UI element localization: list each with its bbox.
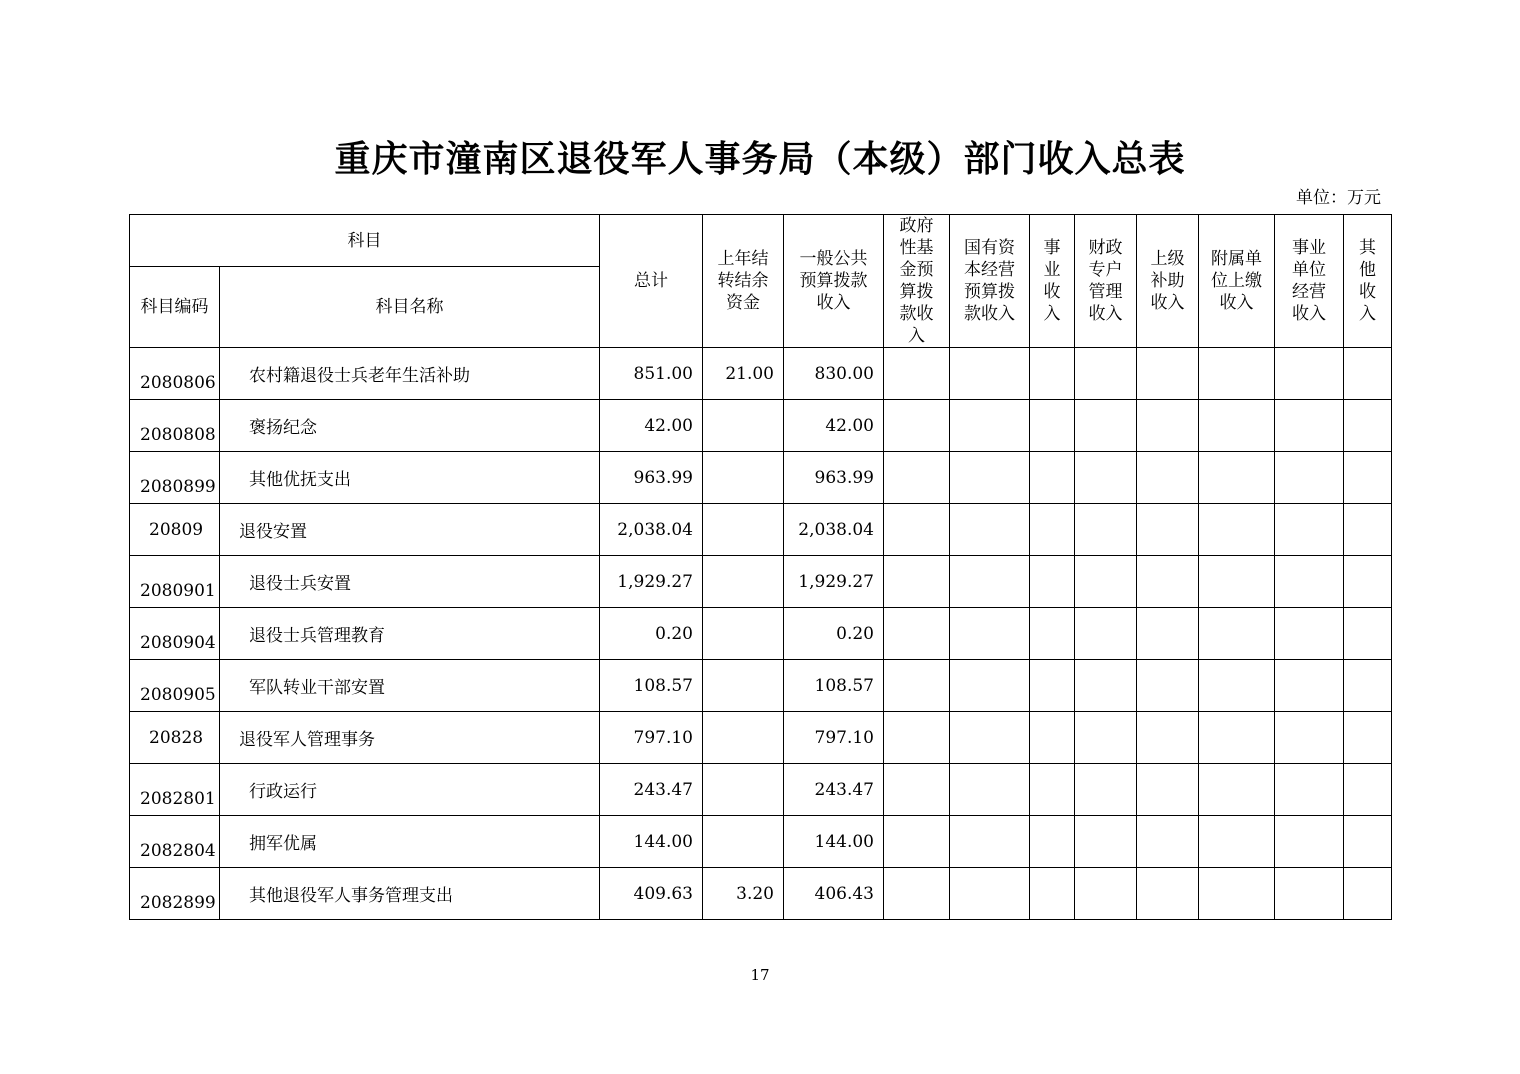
cell-total: 0.20 [600,608,703,660]
page-number: 17 [750,966,770,984]
cell-other-income [1344,452,1392,504]
cell-fiscal-special [1075,556,1137,608]
cell-general-budget: 42.00 [784,400,884,452]
header-general-budget [784,215,884,348]
header-gov-fund-text: 政府 性基 金预 算拨 款收 入 [899,216,934,346]
cell-unit-operation [1275,816,1344,868]
cell-total: 963.99 [600,452,703,504]
cell-business-income [1030,764,1075,816]
cell-other-income [1344,608,1392,660]
cell-subject-name: 军队转业干部安置 [220,660,600,712]
header-subject: 科目 [130,215,600,267]
cell-unit-operation [1275,348,1344,400]
cell-business-income [1030,660,1075,712]
cell-state-capital [950,348,1030,400]
header-subject-name: 科目名称 [220,267,600,348]
cell-subject-code: 20828 [130,712,220,764]
cell-carryover [703,504,784,556]
cell-carryover [703,764,784,816]
cell-subject-name: 退役军人管理事务 [220,712,600,764]
cell-fiscal-special [1075,868,1137,920]
cell-business-income [1030,452,1075,504]
cell-carryover [703,660,784,712]
cell-fiscal-special [1075,504,1137,556]
cell-total: 243.47 [600,764,703,816]
cell-fiscal-special [1075,764,1137,816]
cell-gov-fund [884,764,950,816]
cell-gov-fund [884,608,950,660]
cell-general-budget: 144.00 [784,816,884,868]
cell-unit-operation [1275,764,1344,816]
cell-state-capital [950,608,1030,660]
cell-gov-fund [884,504,950,556]
cell-business-income [1030,556,1075,608]
cell-unit-operation [1275,400,1344,452]
cell-total: 1,929.27 [600,556,703,608]
cell-superior-subsidy [1137,868,1199,920]
cell-carryover: 3.20 [703,868,784,920]
cell-superior-subsidy [1137,556,1199,608]
cell-general-budget: 830.00 [784,348,884,400]
cell-business-income [1030,608,1075,660]
cell-state-capital [950,712,1030,764]
cell-subject-name: 退役士兵管理教育 [220,608,600,660]
cell-superior-subsidy [1137,504,1199,556]
cell-gov-fund [884,348,950,400]
cell-unit-operation [1275,868,1344,920]
header-gov-fund [884,215,950,348]
cell-carryover [703,608,784,660]
cell-other-income [1344,556,1392,608]
cell-unit-operation [1275,504,1344,556]
cell-subject-code: 2082899 [130,868,220,920]
table-row [130,764,1392,816]
cell-gov-fund [884,660,950,712]
page-title: 重庆市潼南区退役军人事务局（本级）部门收入总表 [334,138,1186,180]
cell-affiliated-remit [1199,504,1275,556]
cell-carryover [703,816,784,868]
cell-unit-operation [1275,660,1344,712]
table-row [130,816,1392,868]
header-state-capital-text: 国有资 本经营 预算拨 款收入 [964,238,1015,324]
cell-subject-code: 2080905 [130,660,220,712]
cell-affiliated-remit [1199,400,1275,452]
cell-gov-fund [884,556,950,608]
header-affiliated-remit-text: 附属单 位上缴 收入 [1211,249,1262,313]
cell-fiscal-special [1075,816,1137,868]
cell-subject-code: 2080901 [130,556,220,608]
cell-business-income [1030,712,1075,764]
header-superior-subsidy [1137,215,1199,348]
cell-affiliated-remit [1199,452,1275,504]
cell-unit-operation [1275,452,1344,504]
cell-superior-subsidy [1137,452,1199,504]
cell-carryover [703,556,784,608]
cell-state-capital [950,400,1030,452]
income-summary-table [129,214,1392,920]
cell-subject-code: 20809 [130,504,220,556]
cell-subject-name: 拥军优属 [220,816,600,868]
cell-subject-name: 其他优抚支出 [220,452,600,504]
cell-subject-name: 农村籍退役士兵老年生活补助 [220,348,600,400]
cell-total: 2,038.04 [600,504,703,556]
cell-subject-code: 2080808 [130,400,220,452]
cell-total: 42.00 [600,400,703,452]
table-row [130,556,1392,608]
header-total: 总计 [600,215,703,348]
table-row [130,348,1392,400]
cell-state-capital [950,764,1030,816]
header-other-income [1344,215,1392,348]
cell-business-income [1030,868,1075,920]
cell-subject-code: 2080899 [130,452,220,504]
cell-other-income [1344,400,1392,452]
cell-state-capital [950,660,1030,712]
cell-affiliated-remit [1199,660,1275,712]
cell-gov-fund [884,816,950,868]
cell-subject-name: 褒扬纪念 [220,400,600,452]
cell-other-income [1344,660,1392,712]
cell-unit-operation [1275,712,1344,764]
cell-superior-subsidy [1137,660,1199,712]
cell-general-budget: 0.20 [784,608,884,660]
cell-subject-code: 2082804 [130,816,220,868]
cell-gov-fund [884,452,950,504]
cell-subject-code: 2080806 [130,348,220,400]
cell-unit-operation [1275,608,1344,660]
cell-total: 144.00 [600,816,703,868]
cell-total: 108.57 [600,660,703,712]
cell-general-budget: 2,038.04 [784,504,884,556]
cell-unit-operation [1275,556,1344,608]
cell-total: 851.00 [600,348,703,400]
table-row [130,712,1392,764]
cell-affiliated-remit [1199,764,1275,816]
cell-superior-subsidy [1137,816,1199,868]
cell-gov-fund [884,712,950,764]
cell-state-capital [950,816,1030,868]
header-carryover [703,215,784,348]
cell-business-income [1030,400,1075,452]
cell-general-budget: 108.57 [784,660,884,712]
header-carryover-text: 上年结 转结余 资金 [717,249,769,313]
cell-subject-code: 2082801 [130,764,220,816]
table-row [130,868,1392,920]
cell-carryover [703,400,784,452]
cell-affiliated-remit [1199,608,1275,660]
cell-affiliated-remit [1199,816,1275,868]
cell-other-income [1344,712,1392,764]
cell-other-income [1344,868,1392,920]
unit-label: 单位：万元 [1296,188,1381,208]
header-subject-code: 科目编码 [130,267,220,348]
cell-fiscal-special [1075,712,1137,764]
cell-other-income [1344,764,1392,816]
cell-business-income [1030,816,1075,868]
cell-subject-name: 退役安置 [220,504,600,556]
cell-business-income [1030,348,1075,400]
table-body [130,348,1392,920]
cell-general-budget: 243.47 [784,764,884,816]
cell-state-capital [950,868,1030,920]
cell-carryover [703,452,784,504]
cell-state-capital [950,452,1030,504]
cell-carryover [703,712,784,764]
cell-other-income [1344,504,1392,556]
cell-fiscal-special [1075,400,1137,452]
cell-carryover: 21.00 [703,348,784,400]
cell-total: 797.10 [600,712,703,764]
cell-gov-fund [884,400,950,452]
cell-affiliated-remit [1199,348,1275,400]
header-superior-subsidy-text: 上级 补助 收入 [1150,249,1185,313]
cell-fiscal-special [1075,348,1137,400]
table-row [130,452,1392,504]
table-row [130,504,1392,556]
cell-general-budget: 1,929.27 [784,556,884,608]
header-affiliated-remit [1199,215,1275,348]
cell-fiscal-special [1075,608,1137,660]
header-fiscal-special-text: 财政 专户 管理 收入 [1088,238,1123,324]
header-business-income [1030,215,1075,348]
header-business-income-text: 事 业 收 入 [1043,238,1061,324]
cell-fiscal-special [1075,660,1137,712]
cell-business-income [1030,504,1075,556]
cell-superior-subsidy [1137,400,1199,452]
cell-superior-subsidy [1137,348,1199,400]
cell-superior-subsidy [1137,764,1199,816]
cell-general-budget: 406.43 [784,868,884,920]
cell-subject-name: 行政运行 [220,764,600,816]
cell-affiliated-remit [1199,556,1275,608]
cell-affiliated-remit [1199,868,1275,920]
cell-other-income [1344,816,1392,868]
cell-gov-fund [884,868,950,920]
cell-superior-subsidy [1137,608,1199,660]
header-general-budget-text: 一般公共 预算拨款 收入 [799,249,868,313]
header-fiscal-special [1075,215,1137,348]
cell-general-budget: 797.10 [784,712,884,764]
header-state-capital [950,215,1030,348]
cell-general-budget: 963.99 [784,452,884,504]
cell-state-capital [950,556,1030,608]
cell-other-income [1344,348,1392,400]
table-row [130,608,1392,660]
table-row [130,660,1392,712]
cell-affiliated-remit [1199,712,1275,764]
cell-subject-code: 2080904 [130,608,220,660]
cell-subject-name: 其他退役军人事务管理支出 [220,868,600,920]
cell-state-capital [950,504,1030,556]
header-row-1 [130,215,1392,267]
cell-superior-subsidy [1137,712,1199,764]
header-unit-operation [1275,215,1344,348]
header-unit-operation-text: 事业 单位 经营 收入 [1292,238,1326,324]
cell-subject-name: 退役士兵安置 [220,556,600,608]
cell-total: 409.63 [600,868,703,920]
cell-fiscal-special [1075,452,1137,504]
table-row [130,400,1392,452]
header-other-income-text: 其 他 收 入 [1359,238,1376,324]
